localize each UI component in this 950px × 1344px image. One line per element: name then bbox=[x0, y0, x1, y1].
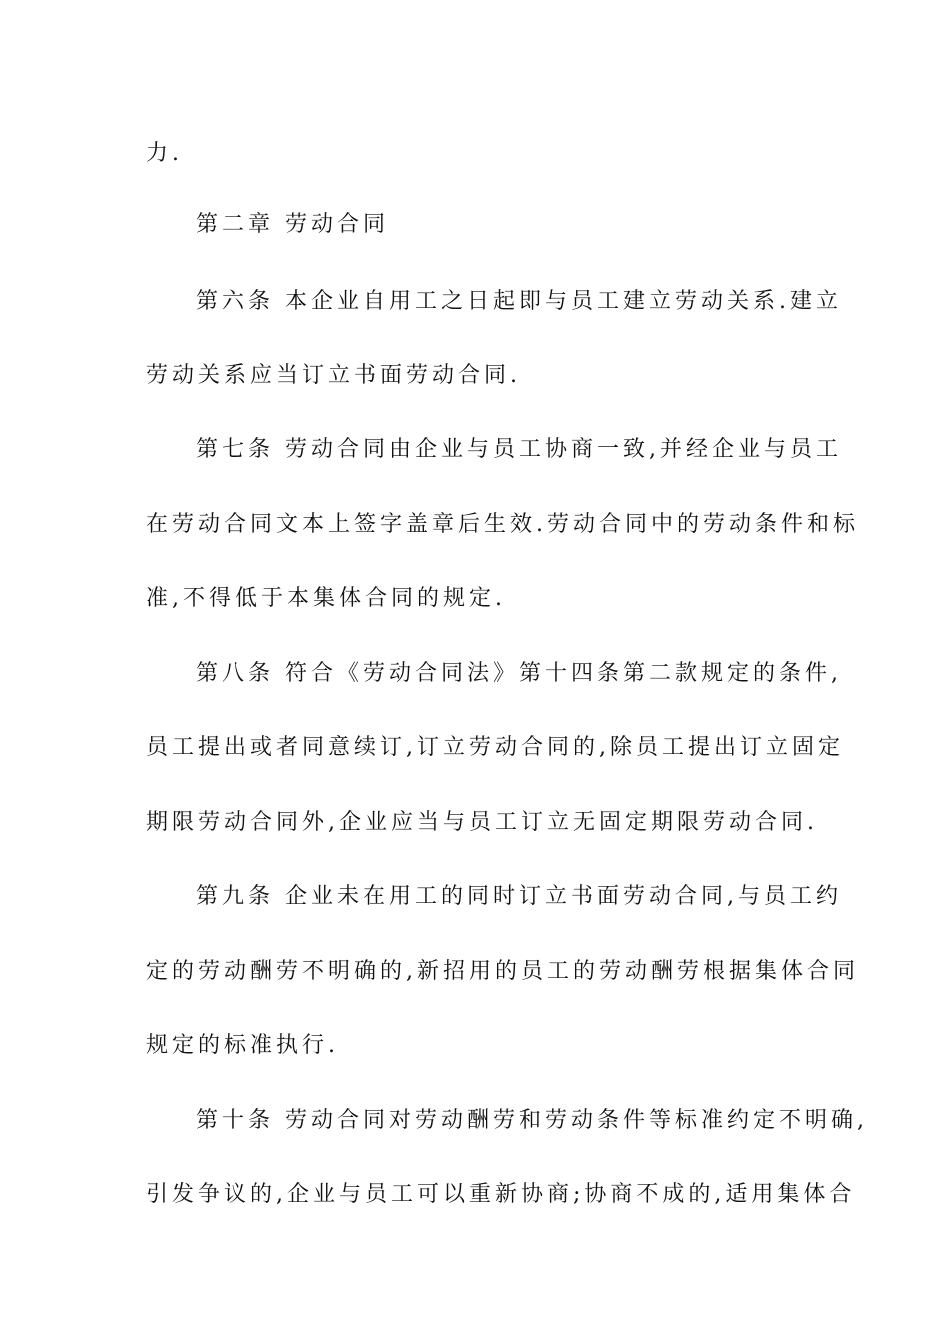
article-9-line-3: 规定的标准执行. bbox=[146, 1033, 339, 1058]
article-7-line-3: 准,不得低于本集体合同的规定. bbox=[146, 586, 506, 611]
article-6-line-2: 劳动关系应当订立书面劳动合同. bbox=[146, 363, 521, 388]
text-line-1: 力. bbox=[146, 141, 183, 166]
article-9-line-2: 定的劳动酬劳不明确的,新招用的员工的劳动酬劳根据集体合同 bbox=[146, 959, 859, 984]
article-10-line-1: 第十条 劳动合同对劳动酬劳和劳动条件等标准约定不明确, bbox=[196, 1108, 868, 1133]
chapter-heading: 第二章 劳动合同 bbox=[196, 212, 389, 237]
article-6-line-1: 第六条 本企业自用工之日起即与员工建立劳动关系.建立 bbox=[196, 289, 842, 314]
article-10-line-2: 引发争议的,企业与员工可以重新协商;协商不成的,适用集体合 bbox=[146, 1182, 856, 1207]
article-9-line-1: 第九条 企业未在用工的同时订立书面劳动合同,与员工约 bbox=[196, 884, 842, 909]
article-7-line-1: 第七条 劳动合同由企业与员工协商一致,并经企业与员工 bbox=[196, 437, 842, 462]
article-7-line-2: 在劳动合同文本上签字盖章后生效.劳动合同中的劳动条件和标 bbox=[146, 512, 859, 537]
article-8-line-1: 第八条 符合《劳动合同法》第十四条第二款规定的条件, bbox=[196, 661, 842, 686]
article-8-line-2: 员工提出或者同意续订,订立劳动合同的,除员工提出订立固定 bbox=[146, 735, 844, 760]
article-8-line-3: 期限劳动合同外,企业应当与员工订立无固定期限劳动合同. bbox=[146, 810, 818, 835]
